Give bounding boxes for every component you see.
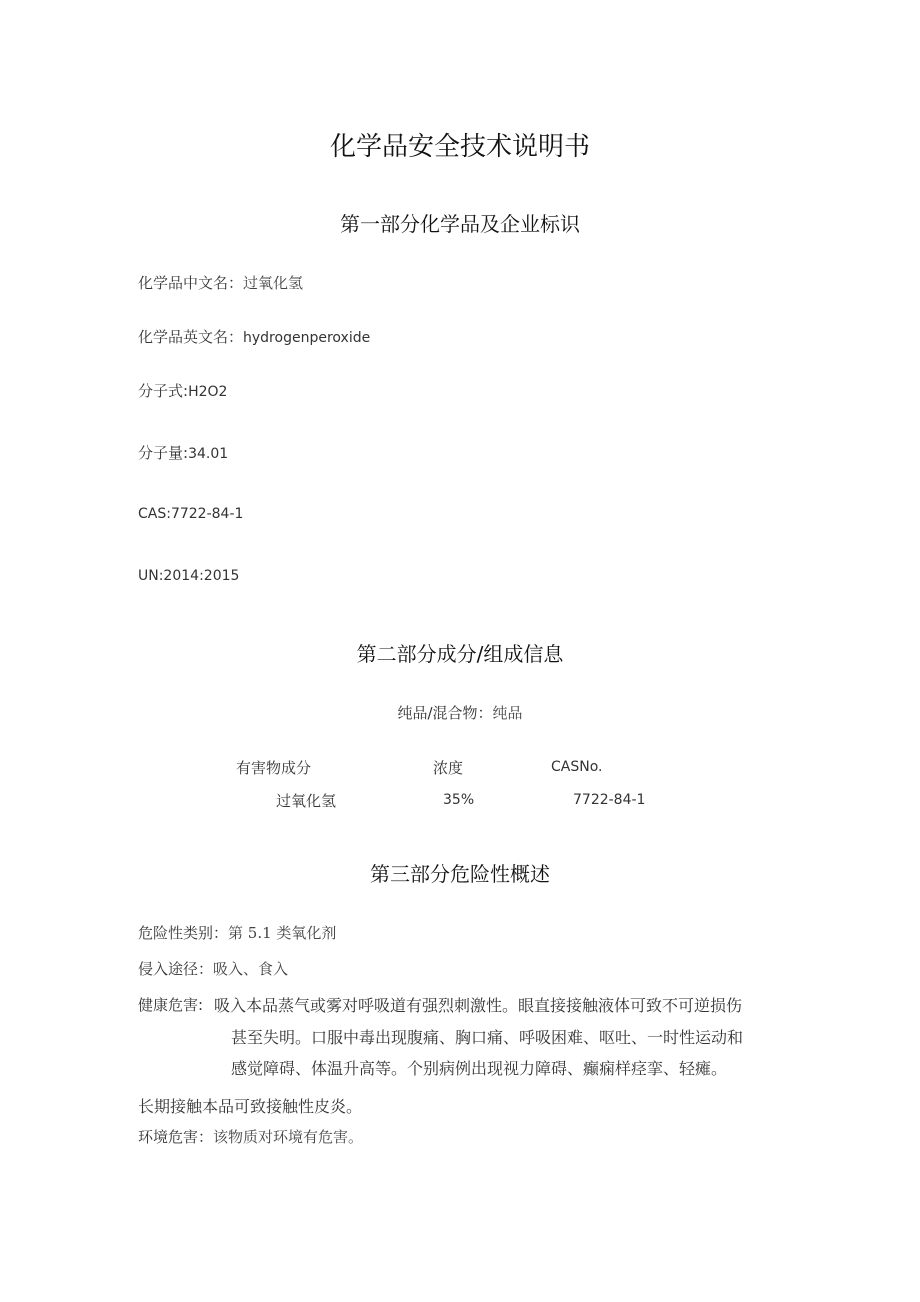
table-cell-component: 过氧化氢 bbox=[276, 792, 337, 810]
cn-name-value: 过氧化氢 bbox=[243, 274, 304, 292]
cn-name-label: 化学品中文名： bbox=[138, 274, 244, 292]
un-line: UN:2014:2015 bbox=[138, 568, 240, 584]
formula-value: H2O2 bbox=[188, 384, 228, 400]
hazard-class-value: 第 5.1 类氧化剂 bbox=[228, 924, 337, 942]
hazard-class-row bbox=[138, 922, 336, 943]
table-header-casno: CASNo. bbox=[551, 759, 603, 775]
table-header-concentration: 浓度 bbox=[433, 759, 464, 777]
table-header-component: 有害物成分 bbox=[236, 759, 312, 777]
en-name-value: hydrogenperoxide bbox=[243, 330, 371, 346]
en-name-label: 化学品英文名： bbox=[138, 328, 244, 346]
env-row bbox=[138, 1126, 363, 1147]
purity-label: 纯品/混合物： bbox=[397, 704, 493, 722]
health-line-1: 吸入本品蒸气或雾对呼吸道有强烈刺激性。眼直接接触液体可致不可逆损伤 bbox=[214, 996, 743, 1015]
part2-heading: 第二部分成分/组成信息 bbox=[356, 642, 564, 666]
weight-row bbox=[138, 442, 228, 463]
formula-row bbox=[138, 380, 227, 401]
document-title: 化学品安全技术说明书 bbox=[329, 132, 590, 162]
en-name-row bbox=[138, 326, 370, 347]
chronic-line: 长期接触本品可致接触性皮炎。 bbox=[138, 1097, 363, 1116]
route-value: 吸入、食入 bbox=[213, 960, 289, 978]
health-label: 健康危害: bbox=[138, 996, 204, 1014]
route-label: 侵入途径： bbox=[138, 960, 214, 978]
part3-heading: 第三部分危险性概述 bbox=[370, 862, 550, 886]
cas-line: CAS:7722-84-1 bbox=[138, 506, 244, 522]
route-row bbox=[138, 958, 288, 979]
weight-label: 分子量: bbox=[138, 444, 189, 462]
hazard-class-label: 危险性类别： bbox=[138, 924, 229, 942]
health-line-3: 感觉障碍、体温升高等。个别病例出现视力障碍、癫痫样痉挛、轻瘫。 bbox=[231, 1059, 728, 1078]
env-value: 该物质对环境有危害。 bbox=[213, 1128, 364, 1146]
cn-name-row bbox=[138, 272, 303, 293]
purity-row bbox=[0, 702, 920, 723]
purity-value: 纯品 bbox=[492, 704, 523, 722]
health-line-2: 甚至失明。口服中毒出现腹痛、胸口痛、呼吸困难、呕吐、一时性运动和 bbox=[231, 1028, 744, 1047]
table-cell-casno: 7722-84-1 bbox=[573, 792, 646, 808]
env-label: 环境危害： bbox=[138, 1128, 214, 1146]
table-cell-concentration: 35% bbox=[443, 792, 475, 808]
weight-value: 34.01 bbox=[188, 446, 229, 462]
formula-label: 分子式: bbox=[138, 382, 189, 400]
part1-heading: 第一部分化学品及企业标识 bbox=[340, 212, 580, 236]
